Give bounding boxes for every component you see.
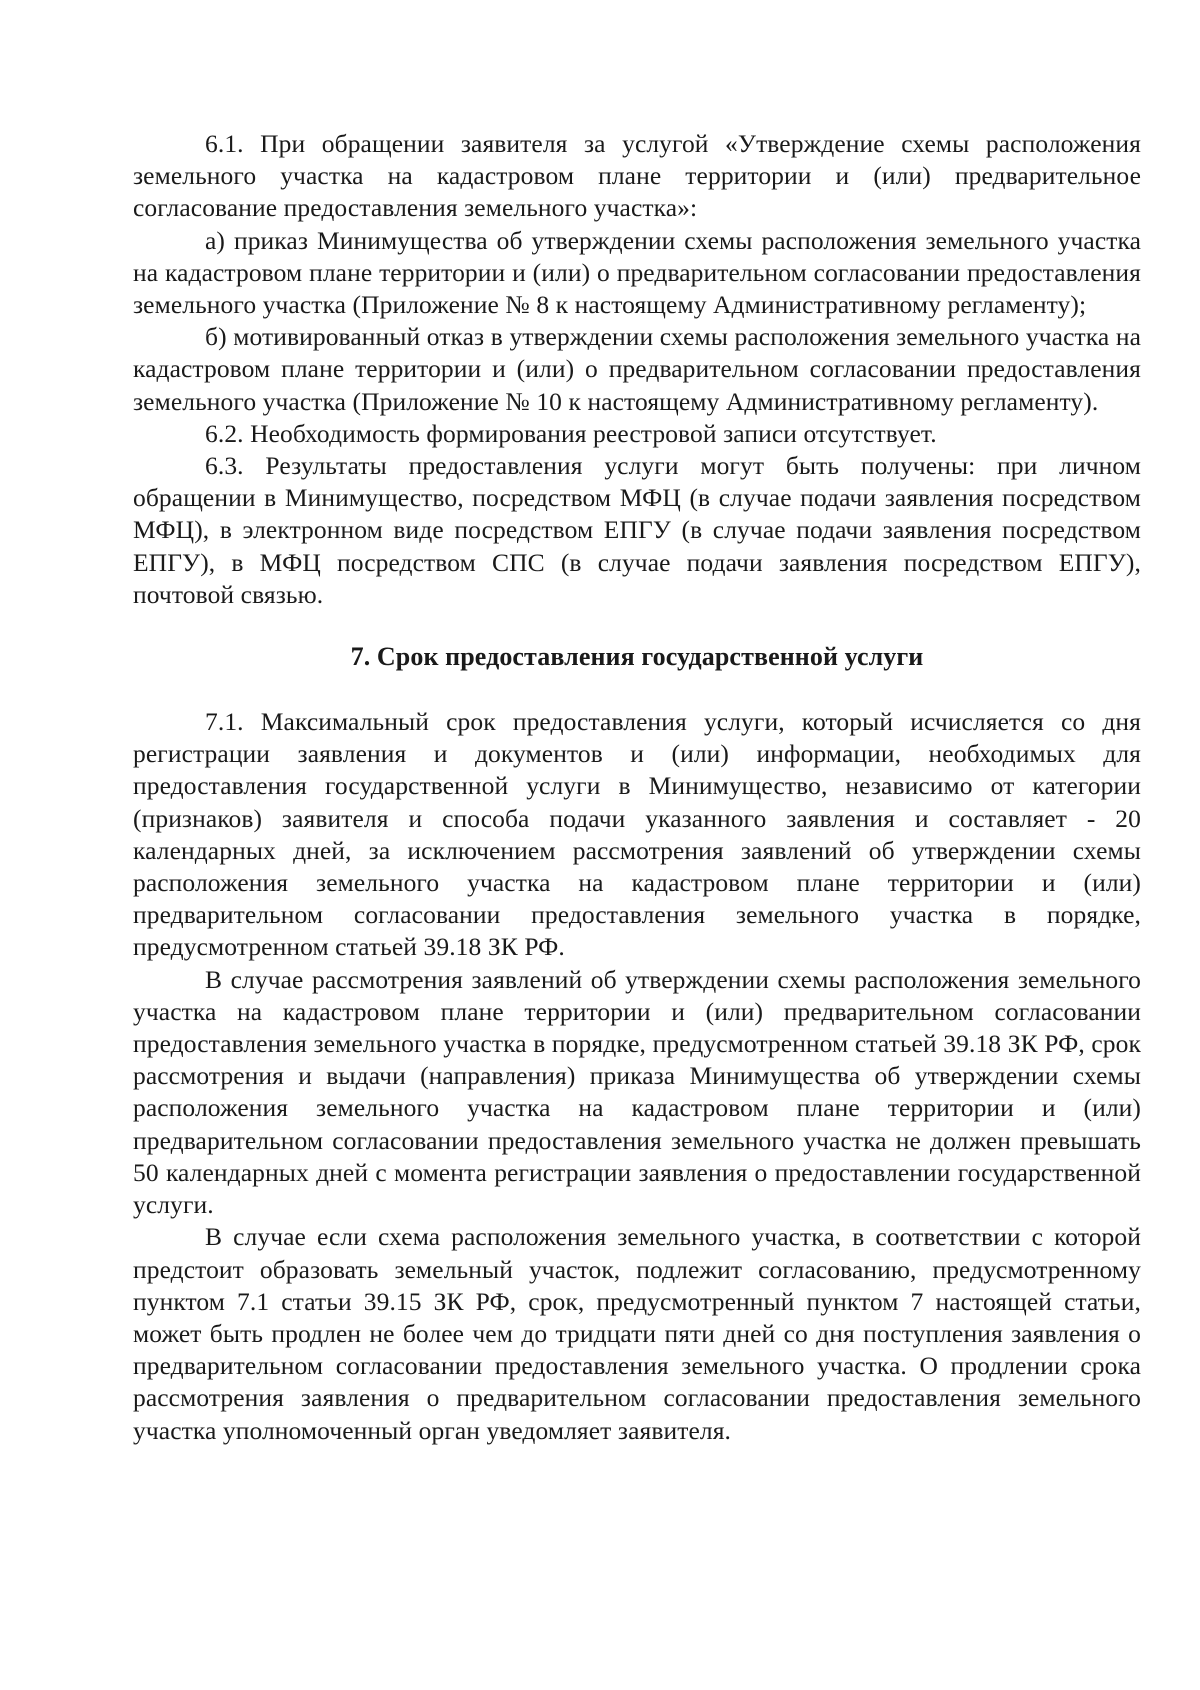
paragraph-7-1-extension: В случае если схема расположения земельного участка, в соответствии с которой предстоит образовать земельный участок, подлежит согласованию, предусмотренному пунктом 7.1 статьи 39.15 ЗК РФ, срок, предусмотренный пунктом 7 настоящей статьи, может быть продлен не более чем до тридцати пяти дней со дня поступления заявления о предварительном согласовании предоставления земельного участка. О продлении срока рассмотрения заявления о предварительном согласовании предоставления земельного участка уполномоченный орган уведомляет заявителя. xyxy=(133,1222,1141,1445)
paragraph-7-1: 7.1. Максимальный срок предоставления услуги, который исчисляется со дня регистрации заявления и документов и (или) информации, необходимых для предоставления государственной услуги в Минимущество, независимо от категории (признаков) заявителя и способа подачи указанного заявления и составляет - 20 календарных дней, за исключением рассмотрения заявлений об утверждении схемы расположения земельного участка на кадастровом плане территории и (или) предварительном согласовании предоставления земельного участка в порядке, предусмотренном статьей 39.18 ЗК РФ. xyxy=(133,707,1141,962)
paragraph-6-2: 6.2. Необходимость формирования реестровой записи отсутствует. xyxy=(205,418,937,448)
paragraph-6-1-b: б) мотивированный отказ в утверждении схемы расположения земельного участка на кадастровом плане территории и (или) о предварительном согласовании предоставления земельного участка (Приложение № 10 к настоящему Административному регламенту). xyxy=(133,322,1141,416)
paragraph-7-1-cont: В случае рассмотрения заявлений об утверждении схемы расположения земельного участка на кадастровом плане территории и (или) предварительном согласовании предоставления земельного участка в порядке, предусмотренном статьей 39.18 ЗК РФ, срок рассмотрения и выдачи (направления) приказа Минимущества об утверждении схемы расположения земельного участка на кадастровом плане территории и (или) предварительном согласовании предоставления земельного участка не должен превышать 50 календарных дней с момента регистрации заявления о предоставлении государственной услуги. xyxy=(133,964,1141,1220)
paragraph-6-3: 6.3. Результаты предоставления услуги могут быть получены: при личном обращении в Минимущество, посредством МФЦ (в случае подачи заявления посредством МФЦ), в электронном виде посредством ЕПГУ (в случае подачи заявления посредством ЕПГУ), в МФЦ посредством СПС (в случае подачи заявления посредством ЕПГУ), почтовой связью. xyxy=(133,451,1141,609)
paragraph-6-1-a: а) приказ Минимущества об утверждении схемы расположения земельного участка на кадастровом плане территории и (или) о предварительном согласовании предоставления земельного участка (Приложение № 8 к настоящему Административному регламенту); xyxy=(133,225,1141,320)
document-page xyxy=(133,128,1141,1447)
section-heading: 7. Срок предоставления государственной услуги xyxy=(350,642,924,672)
paragraph-6-1: 6.1. При обращении заявителя за услугой «Утверждение схемы расположения земельного участка на кадастровом плане территории и (или) предварительное согласование предоставления земельного участка»: xyxy=(133,129,1141,223)
